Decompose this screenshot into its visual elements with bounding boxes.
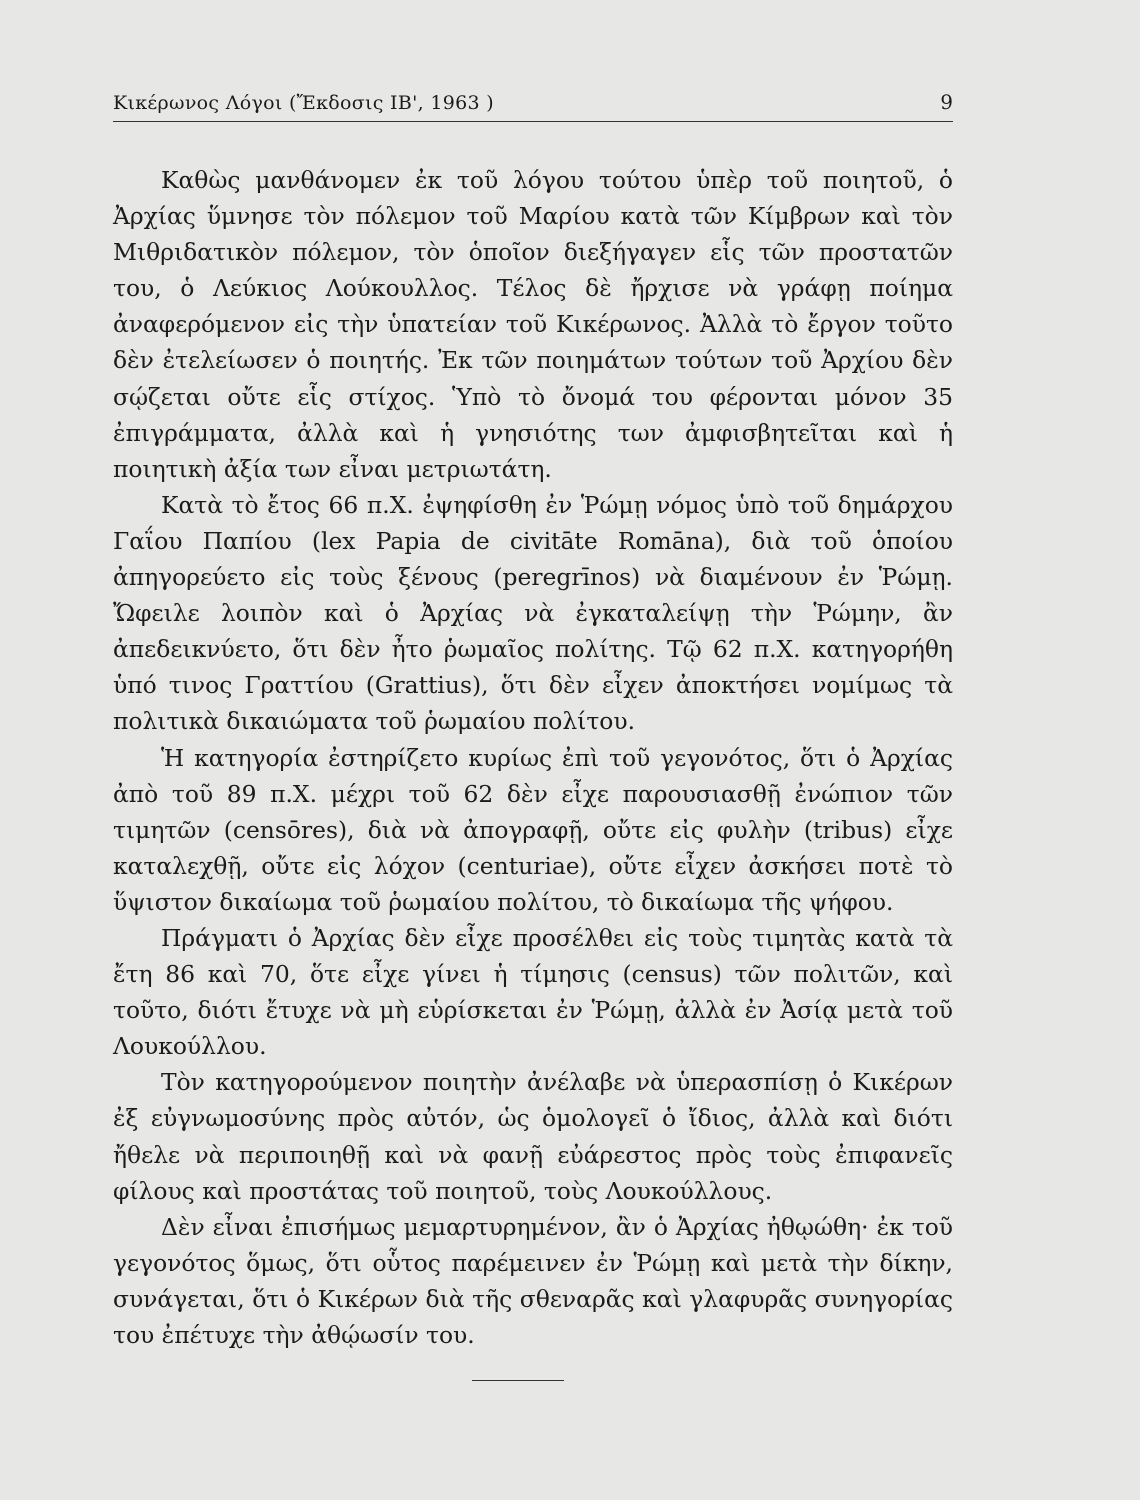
paragraph: Δὲν εἶναι ἐπισήμως μεμαρτυρημένον, ἂν ὁ Ἀρχίας ἠθῳώθη· ἐκ τοῦ γεγονότος ὅμως, ὅτι οὗτος παρέμεινεν ἐν Ῥώμῃ καὶ μετὰ τὴν δίκην, συνάγεται, ὅτι ὁ Κικέρων διὰ τῆς σθεναρᾶς καὶ γλαφυρᾶς συνηγορίας του ἐπέτυχε τὴν ἀθῴωσίν του. (113, 1212, 953, 1349)
page-number: 9 (940, 90, 953, 114)
header-rule (113, 121, 953, 122)
paragraph: Ἡ κατηγορία ἐστηρίζετο κυρίως ἐπὶ τοῦ γεγονότος, ὅτι ὁ Ἀρχίας ἀπὸ τοῦ 89 π.Χ. μέχρι τοῦ 62 δὲν εἶχε παρουσιασθῇ ἐνώπιον τῶν τιμητῶν (censōres), διὰ νὰ ἀπογραφῇ, οὔτε εἰς φυλὴν (tribus) εἶχε καταλεχθῇ, οὔτε εἰς λόχον (centuriae), οὔτε εἶχεν ἀσκήσει ποτὲ τὸ ὕψιστον δικαίωμα τοῦ ῥωμαίου πολίτου, τὸ δικαίωμα τῆς ψήφου. (113, 743, 953, 916)
running-head (113, 92, 953, 122)
paragraph: Τὸν κατηγορούμενον ποιητὴν ἀνέλαβε νὰ ὑπερασπίσῃ ὁ Κικέρων ἐξ εὐγνωμοσύνης πρὸς αὐτόν, ὡς ὁμολογεῖ ὁ ἴδιος, ἀλλὰ καὶ διότι ἤθελε νὰ περιποιηθῇ καὶ νὰ φανῇ εὐάρεστος πρὸς τοὺς ἐπιφανεῖς φίλους καὶ προστάτας τοῦ ποιητοῦ, τοὺς Λουκούλλους. (113, 1068, 953, 1205)
section-end-rule (472, 1380, 564, 1381)
paragraph: Κατὰ τὸ ἔτος 66 π.Χ. ἐψηφίσθη ἐν Ῥώμῃ νόμος ὑπὸ τοῦ δημάρχου Γαΐου Παπίου (lex Papia de civitāte Romāna), διὰ τοῦ ὁποίου ἀπηγορεύετο εἰς τοὺς ξένους (peregrīnos) νὰ διαμένουν ἐν Ῥώμῃ. Ὤφειλε λοιπὸν καὶ ὁ Ἀρχίας νὰ ἐγκαταλείψῃ τὴν Ῥώμην, ἂν ἀπεδεικνύετο, ὅτι δὲν ἦτο ῥωμαῖος πολίτης. Τῷ 62 π.Χ. κατηγορήθη ὑπό τινος Γραττίου (Grattius), ὅτι δὲν εἶχεν ἀποκτήσει νομίμως τὰ πολιτικὰ δικαιώματα τοῦ ῥωμαίου πολίτου. (113, 490, 953, 736)
body-text (113, 162, 953, 1353)
paragraph: Πράγματι ὁ Ἀρχίας δὲν εἶχε προσέλθει εἰς τοὺς τιμητὰς κατὰ τὰ ἔτη 86 καὶ 70, ὅτε εἶχε γίνει ἡ τίμησις (census) τῶν πολιτῶν, καὶ τοῦτο, διότι ἔτυχε νὰ μὴ εὑρίσκεται ἐν Ῥώμῃ, ἀλλὰ ἐν Ἀσίᾳ μετὰ τοῦ Λουκούλλου. (113, 923, 953, 1061)
paragraph: Καθὼς μανθάνομεν ἐκ τοῦ λόγου τούτου ὑπὲρ τοῦ ποιητοῦ, ὁ Ἀρχίας ὕμνησε τὸν πόλεμον τοῦ Μαρίου κατὰ τῶν Κίμβρων καὶ τὸν Μιθριδατικὸν πόλεμον, τὸν ὁποῖον διεξήγαγεν εἷς τῶν προστατῶν του, ὁ Λεύκιος Λούκουλλος. Τέλος δὲ ἤρχισε νὰ γράφῃ ποίημα ἀναφερόμενον εἰς τὴν ὑπατείαν τοῦ Κικέρωνος. Ἀλλὰ τὸ ἔργον τοῦτο δὲν ἐτελείωσεν ὁ ποιητής. Ἐκ τῶν ποιημάτων τούτων τοῦ Ἀρχίου δὲν σῴζεται οὔτε εἷς στίχος. Ὑπὸ τὸ ὄνομά του φέρονται μόνον 35 ἐπιγράμματα, ἀλλὰ καὶ ἡ γνησιότης των ἀμφισβητεῖται καὶ ἡ ποιητικὴ ἀξία των εἶναι μετριωτάτη. (113, 166, 953, 483)
running-head-title: Κικέρωνος Λόγοι (Ἔκδοσις ΙΒ', 1963 ) (113, 92, 494, 114)
